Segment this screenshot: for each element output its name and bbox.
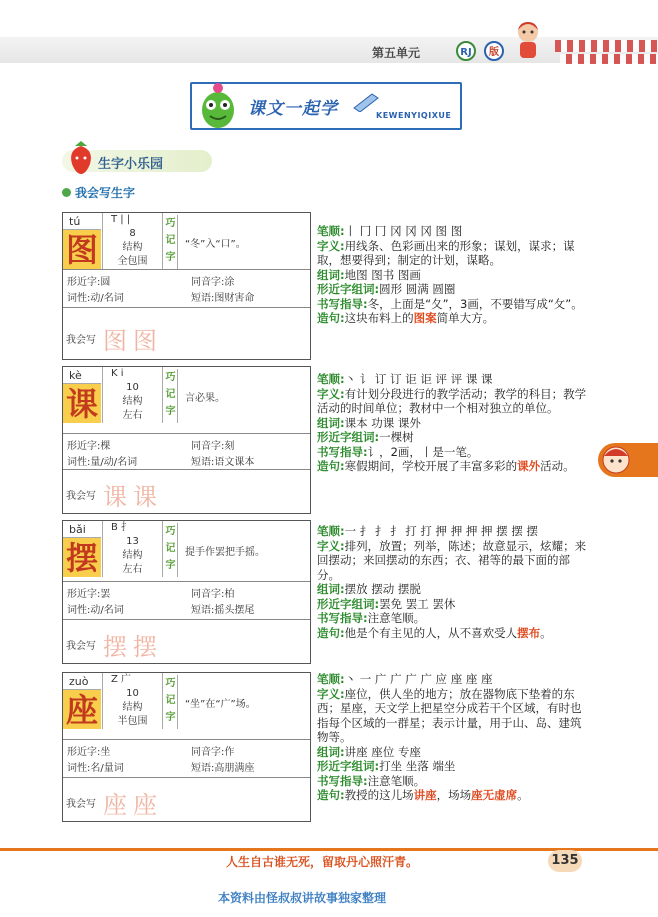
radical: Z 广 [111, 674, 132, 685]
homophone: 同音字:涂 [191, 277, 235, 288]
similar-word-group: 形近字组词:打坐 坐落 端坐 [317, 759, 456, 773]
char-card-ke [62, 366, 311, 514]
divider [63, 581, 310, 582]
definition-block-zuo [317, 672, 589, 803]
stroke-order: 笔顺:丨 冂 冂 冈 冈 冈 图 图 [317, 224, 463, 238]
char-card-bai [62, 520, 311, 664]
char-card-tu [62, 212, 311, 360]
phrase: 短语:摇头摆尾 [191, 605, 255, 616]
example-sentence: 造句:教授的这儿场讲座，场场座无虚席。 [317, 788, 529, 802]
memory-tip-label: 巧 记 字 [164, 369, 178, 423]
word-group: 组词:摆放 摆动 摆脱 [317, 582, 421, 596]
section-title: 生字小乐园 [98, 157, 164, 172]
definition-block-bai [317, 524, 589, 640]
similar-word-group: 形近字组词:一棵树 [317, 430, 414, 444]
word-group: 组词:地图 图书 图画 [317, 267, 421, 282]
structure-label: 结构 [122, 242, 143, 253]
word-group: 组词:讲座 座位 专座 [317, 744, 421, 759]
footer-motto: 人生自古谁无死，留取丹心照汗青。 [226, 855, 419, 869]
unit-title: 第五单元 [372, 46, 421, 60]
edition-badge: 版 [484, 41, 504, 61]
part-of-speech: 词性:动/名词 [67, 605, 124, 616]
homophone: 同音字:柏 [191, 589, 235, 600]
stroke-count: 10 [126, 382, 139, 393]
pinyin: bǎi [69, 523, 86, 536]
phrase: 短语:语文课本 [191, 457, 255, 468]
stroke-order: 笔顺:一 扌 扌 扌 打 打 押 押 押 押 摆 摆 摆 [317, 524, 538, 538]
example-sentence: 造句:寒假期间，学校开展了丰富多彩的课外活动。 [317, 459, 575, 473]
divider [63, 739, 310, 740]
memory-tip: 言必果。 [185, 393, 225, 404]
divider [63, 307, 310, 308]
stroke-order: 笔顺:丶 一 广 广 广 广 应 座 座 座 [317, 672, 493, 686]
mascot-girl-icon [510, 18, 546, 62]
rj-badge: RJ [456, 41, 476, 61]
similar-char: 形近字:圆 [67, 277, 111, 288]
memory-tip-label: 巧 记 字 [164, 215, 178, 269]
part-of-speech: 词性:量/动/名词 [67, 457, 138, 468]
structure: 左右 [122, 564, 143, 575]
meaning: 字义:座位，供人坐的地方；放在器物底下垫着的东西；星座，天文学上把星空分成若干个区域，有时也指每个区域的一群星；表示计量，用于山、岛、建筑物等。 [317, 686, 582, 744]
structure: 全包围 [117, 256, 148, 267]
divider [63, 433, 310, 434]
mascot-face-icon [600, 444, 632, 476]
character: 课 [65, 385, 98, 423]
writing-guide: 书写指导:讠，2画，丨是一笔。 [317, 444, 479, 459]
section-subtitle: 我会写生字 [75, 186, 136, 200]
meaning: 字义:用线条、色彩画出来的形象；谋划，谋求；谋取，想要得到；制定的计划，谋略。 [317, 238, 575, 267]
word-group: 组词:课本 功课 课外 [317, 415, 421, 430]
structure: 左右 [122, 410, 143, 421]
character: 图 [65, 231, 98, 269]
memory-tip: 提手作罢把手摇。 [185, 547, 265, 558]
phrase: 短语:高朋满座 [191, 763, 255, 774]
memory-tip: “冬”入“口”。 [185, 239, 246, 250]
banner-subtitle: KEWENYIQIXUE [376, 111, 452, 120]
divider [63, 777, 310, 778]
structure-label: 结构 [122, 550, 143, 561]
divider [63, 269, 310, 270]
char-box [63, 689, 101, 729]
radical: T | | [111, 214, 131, 225]
char-box [63, 537, 101, 577]
char-info [102, 213, 163, 269]
memory-tip: “坐”在“广”场。 [185, 699, 256, 710]
radical: B 扌 [111, 522, 132, 533]
structure: 半包围 [117, 716, 148, 727]
char-card-zuo [62, 672, 311, 822]
definition-block-ke [317, 372, 589, 474]
pinyin: tú [69, 215, 81, 228]
homophone: 同音字:作 [191, 747, 235, 758]
practice-chars: 图图 [103, 327, 163, 355]
meaning: 字义:排列，放置；列举，陈述；故意显示，炫耀；来回摆动；来回摆动的东西；衣、裙等的最下面的部分。 [317, 538, 587, 582]
green-monster-icon [196, 80, 240, 132]
memory-tip-label: 巧 记 字 [164, 523, 178, 577]
banner-title: 课文一起学 [248, 99, 338, 119]
stroke-count: 13 [126, 536, 139, 547]
strawberry-mascot-icon [66, 140, 96, 174]
memory-tip-label: 巧 记 字 [164, 675, 178, 729]
pencil-hand-icon [352, 90, 384, 112]
similar-word-group: 形近字组词:罢免 罢工 罢休 [317, 596, 456, 611]
structure-label: 结构 [122, 396, 143, 407]
char-info [102, 673, 163, 729]
homophone: 同音字:刻 [191, 441, 235, 452]
pinyin: zuò [69, 675, 89, 688]
practice-label: 我会写 [66, 799, 96, 810]
practice-chars: 座座 [103, 791, 163, 819]
divider [63, 469, 310, 470]
divider [63, 619, 310, 620]
writing-guide: 书写指导:注意笔顺。 [317, 611, 426, 625]
similar-char: 形近字:棵 [67, 441, 111, 452]
practice-chars: 课课 [103, 483, 163, 511]
practice-label: 我会写 [66, 335, 96, 346]
char-info [102, 521, 163, 577]
practice-label: 我会写 [66, 641, 96, 652]
checker-decoration-2 [560, 54, 658, 64]
structure-label: 结构 [122, 702, 143, 713]
stroke-count: 10 [126, 688, 139, 699]
footer-credit: 本资料由怪叔叔讲故事独家整理 [218, 891, 387, 905]
definition-block-tu [317, 224, 589, 326]
part-of-speech: 词性:动/名词 [67, 293, 124, 304]
example-sentence: 造句:这块布料上的图案简单大方。 [317, 311, 495, 325]
stroke-order: 笔顺:丶 讠 订 订 讵 讵 评 评 课 课 [317, 372, 493, 386]
similar-char: 形近字:坐 [67, 747, 111, 758]
character: 摆 [65, 539, 98, 577]
meaning: 字义:有计划分段进行的教学活动；教学的科目；教学活动的时间单位；教材中一个相对独立的单位。 [317, 386, 587, 415]
stroke-count: 8 [129, 228, 136, 239]
phrase: 短语:图财害命 [191, 293, 255, 304]
practice-chars: 摆摆 [103, 633, 163, 661]
char-info [102, 367, 163, 423]
writing-guide: 书写指导:冬，上面是“夂”，3画，不要错写成“攵”。 [317, 296, 583, 311]
writing-guide: 书写指导:注意笔顺。 [317, 773, 426, 788]
part-of-speech: 词性:名/量词 [67, 763, 124, 774]
char-box [63, 229, 101, 269]
page-number: 135 [548, 850, 582, 872]
example-sentence: 造句:他是个有主见的人，从不喜欢受人摆布。 [317, 625, 552, 640]
char-box [63, 383, 101, 423]
checker-decoration [555, 40, 658, 52]
similar-word-group: 形近字组词:圆形 圆满 圆圈 [317, 282, 456, 296]
radical: K i [111, 368, 124, 379]
pinyin: kè [69, 369, 82, 382]
similar-char: 形近字:罢 [67, 589, 111, 600]
character: 座 [65, 691, 98, 729]
bullet-icon [62, 188, 71, 197]
practice-label: 我会写 [66, 491, 96, 502]
